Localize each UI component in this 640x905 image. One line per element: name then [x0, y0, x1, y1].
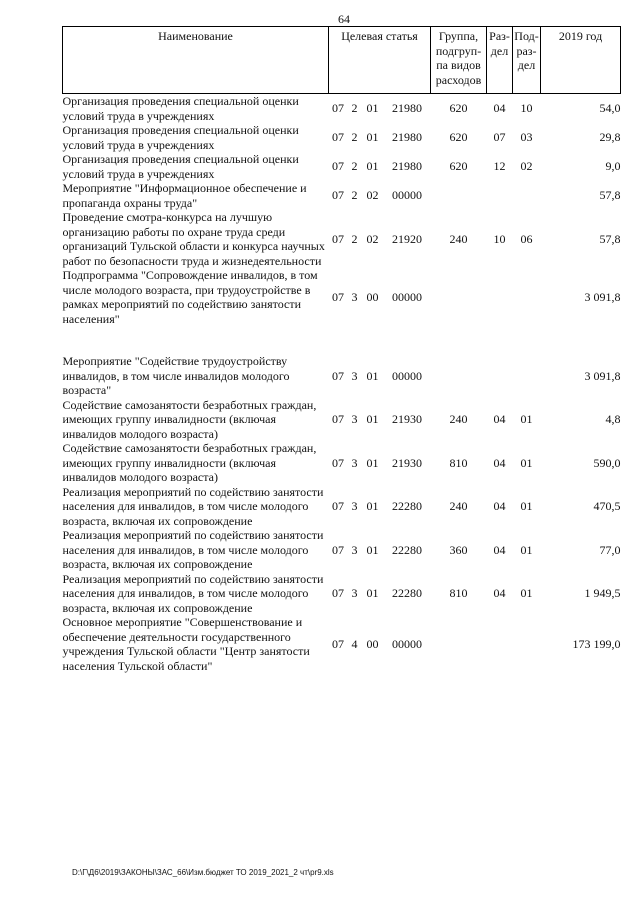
row-code-4: 00000 [392, 289, 422, 304]
row-code-2: 3 [351, 499, 358, 513]
row-group [431, 354, 487, 398]
row-code-4: 00000 [392, 636, 422, 651]
row-amount: 77,0 [599, 542, 621, 557]
row-amount: 590,0 [593, 455, 621, 470]
row-section: 04 [493, 586, 506, 600]
row-code-1: 07 [332, 586, 344, 600]
row-code-2: 2 [351, 130, 358, 145]
header-section-line: дел [490, 43, 509, 58]
row-amount: 1 949,5 [584, 586, 621, 600]
table-row [63, 354, 621, 398]
row-section [487, 268, 513, 326]
row-name: Содействие самозанятости безработных граждан, имеющих группу инвалидности (включая инвалидов молодого возраста) [62, 441, 317, 484]
header-section [487, 27, 513, 94]
row-code-2: 3 [351, 542, 358, 557]
row-code-2: 3 [351, 586, 358, 600]
header-target-article: Целевая статья [329, 27, 431, 94]
row-code-1: 07 [332, 130, 344, 145]
row-section [487, 615, 513, 673]
header-subsection-line: дел [517, 58, 536, 72]
header-subsection-line: раз- [516, 43, 537, 58]
row-code-3: 01 [366, 499, 379, 513]
header-group [431, 27, 487, 94]
row-code-1: 07 [332, 368, 344, 383]
table-row [63, 441, 621, 485]
row-code-2: 2 [351, 188, 358, 203]
row-subsection [513, 354, 541, 398]
row-group [431, 268, 487, 326]
row-code-3: 00 [366, 289, 379, 304]
row-code-3: 00 [366, 636, 379, 651]
row-section: 04 [493, 499, 506, 513]
row-code-4: 21930 [392, 455, 422, 470]
row-subsection: 01 [520, 586, 533, 600]
row-group: 620 [449, 159, 468, 174]
row-group: 360 [449, 542, 468, 557]
row-subsection [513, 181, 541, 210]
row-group: 240 [449, 231, 468, 246]
table-row [63, 181, 621, 210]
spacer-row [63, 326, 621, 354]
row-code-4: 21980 [392, 130, 422, 145]
row-name: Организация проведения специальной оценки условий труда в учреждениях [62, 94, 299, 123]
row-name: Проведение смотра-конкурса на лучшую организацию работы по охране труда среди организаций Тульской области и конкурса научных работ по безопасности труда и жизнедеятельности [62, 210, 325, 268]
row-group: 240 [449, 412, 468, 426]
table-row [63, 398, 621, 442]
header-row [63, 27, 621, 94]
row-code-3: 01 [366, 368, 379, 383]
row-name: Организация проведения специальной оценки условий труда в учреждениях [62, 152, 299, 181]
file-path-footer: D:\Г\Д6\2019\ЗАКОНЫ\ЗАС_66\Изм.бюджет ТО 2019_2021_2 чт\pr9.xls [72, 868, 334, 877]
table-row [63, 210, 621, 268]
row-amount: 29,8 [599, 130, 621, 145]
row-subsection: 01 [520, 412, 533, 426]
row-code-3: 01 [366, 586, 379, 600]
table-row [63, 268, 621, 326]
row-group: 620 [449, 130, 468, 145]
row-code-4: 22280 [392, 542, 422, 557]
row-code-1: 07 [332, 412, 344, 426]
row-code-2: 3 [351, 289, 358, 304]
row-code-4: 22280 [392, 586, 422, 600]
table-row [63, 123, 621, 152]
header-group-line: па видов [436, 58, 481, 72]
row-section [487, 181, 513, 210]
table-row [63, 615, 621, 673]
row-name: Подпрограмма "Сопровождение инвалидов, в том числе молодого возраста, при трудоустройстве в рамках мероприятий по содействию занятости населения" [62, 268, 318, 326]
row-name: Реализация мероприятий по содействию занятости населения для инвалидов, в том числе молодого возраста, включая их сопровождение [62, 571, 324, 615]
row-amount: 3 091,8 [584, 289, 621, 304]
row-code-3: 01 [366, 542, 379, 557]
header-subsection [513, 27, 541, 94]
table-row [63, 152, 621, 181]
row-code-2: 2 [351, 231, 358, 246]
header-section-line: Раз- [489, 29, 510, 43]
row-subsection: 03 [520, 130, 533, 145]
row-amount: 470,5 [593, 499, 621, 513]
row-code-1: 07 [332, 542, 344, 557]
row-code-3: 02 [366, 231, 379, 246]
row-section: 12 [493, 159, 506, 174]
row-group: 620 [449, 101, 468, 116]
row-code-4: 22280 [392, 499, 422, 513]
row-subsection: 01 [520, 499, 533, 513]
row-code-1: 07 [332, 499, 344, 513]
spacer-cell [63, 326, 621, 354]
row-section: 07 [493, 130, 506, 145]
row-name: Мероприятие "Информационное обеспечение и пропаганда охраны труда" [62, 181, 307, 210]
row-subsection [513, 268, 541, 326]
row-group [431, 615, 487, 673]
header-group-line: Группа, [438, 29, 479, 43]
row-code-4: 21980 [392, 159, 422, 174]
row-amount: 3 091,8 [584, 368, 621, 383]
header-group-line: расходов [435, 72, 482, 87]
row-section: 04 [493, 101, 506, 116]
row-code-3: 01 [366, 159, 379, 174]
row-code-1: 07 [332, 159, 344, 174]
row-amount: 57,8 [599, 231, 621, 246]
table-row [63, 485, 621, 529]
row-code-1: 07 [332, 101, 344, 116]
row-code-3: 01 [366, 101, 379, 116]
row-name: Реализация мероприятий по содействию занятости населения для инвалидов, в том числе молодого возраста, включая их сопровождение [62, 484, 324, 528]
row-subsection: 02 [520, 159, 533, 174]
row-code-4: 21920 [392, 231, 422, 246]
row-code-2: 2 [351, 101, 358, 116]
row-amount: 9,0 [605, 159, 621, 174]
row-subsection: 01 [520, 455, 533, 470]
row-code-4: 00000 [392, 368, 422, 383]
row-code-3: 01 [366, 412, 379, 426]
row-code-3: 01 [366, 130, 379, 145]
table-row [63, 572, 621, 616]
row-code-2: 3 [351, 412, 358, 426]
row-code-1: 07 [332, 289, 344, 304]
row-code-2: 3 [351, 368, 358, 383]
row-code-4: 00000 [392, 188, 422, 203]
row-group: 810 [449, 586, 468, 600]
row-subsection: 01 [520, 542, 533, 557]
row-subsection: 10 [520, 101, 533, 116]
row-code-1: 07 [332, 188, 344, 203]
row-code-3: 01 [366, 455, 379, 470]
row-name: Реализация мероприятий по содействию занятости населения для инвалидов, в том числе молодого возраста, включая их сопровождение [62, 528, 324, 571]
row-name: Основное мероприятие "Совершенствование и обеспечение деятельности государственного учреждения Тульской области "Центр занятости населения Тульской области" [62, 615, 310, 673]
row-subsection: 06 [520, 231, 533, 246]
row-amount: 54,0 [599, 101, 621, 116]
row-code-1: 07 [332, 636, 344, 651]
row-section: 04 [493, 542, 506, 557]
row-section [487, 354, 513, 398]
row-name: Мероприятие "Содействие трудоустройству инвалидов, в том числе инвалидов молодого возраста" [62, 354, 290, 397]
row-amount: 173 199,0 [572, 636, 621, 651]
header-subsection-line: Под- [514, 29, 539, 43]
row-code-4: 21930 [392, 412, 422, 426]
header-year: 2019 год [541, 27, 621, 94]
row-group: 240 [449, 499, 468, 513]
row-code-4: 21980 [392, 101, 422, 116]
row-code-3: 02 [366, 188, 379, 203]
row-section: 04 [493, 455, 506, 470]
page-number: 64 [338, 12, 350, 26]
table-row [63, 94, 621, 124]
row-code-1: 07 [332, 455, 344, 470]
row-code-2: 3 [351, 455, 358, 470]
row-amount: 4,8 [605, 412, 621, 426]
row-code-2: 2 [351, 159, 358, 174]
row-group: 810 [449, 455, 468, 470]
row-group [431, 181, 487, 210]
header-group-line: подгруп- [435, 43, 482, 58]
row-code-2: 4 [351, 636, 358, 651]
budget-table [62, 26, 621, 673]
table-row [63, 528, 621, 572]
row-section: 10 [493, 231, 506, 246]
row-section: 04 [493, 412, 506, 426]
row-name: Содействие самозанятости безработных граждан, имеющих группу инвалидности (включая инвалидов молодого возраста) [62, 397, 317, 441]
row-name: Организация проведения специальной оценки условий труда в учреждениях [62, 123, 299, 152]
row-subsection [513, 615, 541, 673]
row-code-1: 07 [332, 231, 344, 246]
header-name: Наименование [63, 27, 329, 94]
row-amount: 57,8 [599, 188, 621, 203]
